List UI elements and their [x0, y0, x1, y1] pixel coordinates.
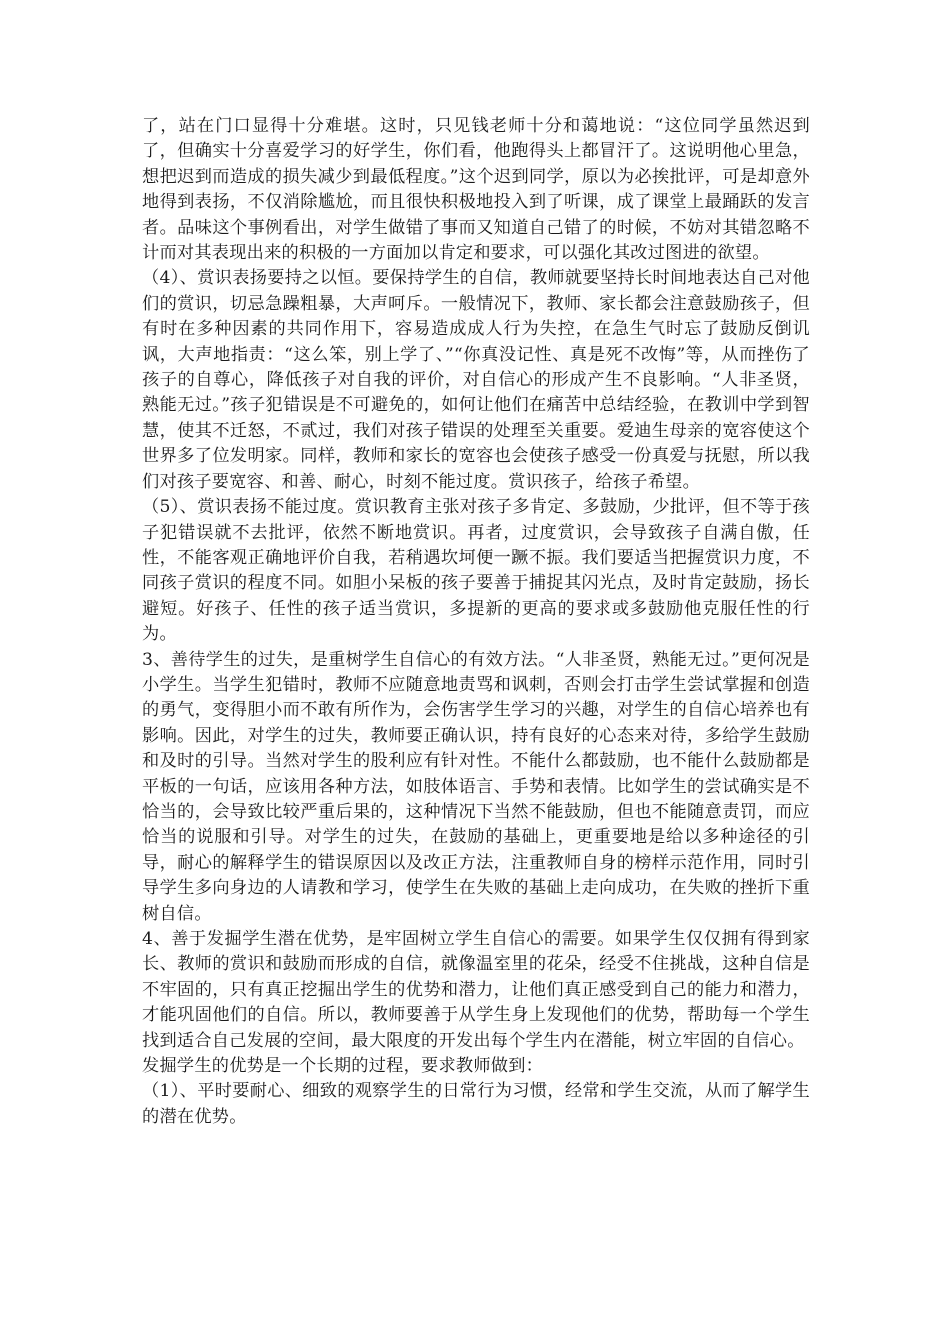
paragraph-long-process: 发掘学生的优势是一个长期的过程，要求教师做到：	[142, 1056, 544, 1077]
paragraph-observe-students: （1）、平时要耐心、细致的观察学生的日常行为习惯，经常和学生交流，从而了解学生的潜在优势。	[142, 1081, 810, 1127]
paragraph-discover-potential: 4、善于发掘学生潜在优势，是牢固树立学生自信心的需要。如果学生仅仅拥有得到家长、教师的赏识和鼓励而形成的自信，就像温室里的花朵，经受不住挑战，这种自信是不牢固的，只有真正挖掘出学生的优势和潜力，让他们真正感受到自己的能力和潜力，才能巩固他们的自信。所以，教师要善于从学生身上发现他们的优势，帮助每一个学生找到适合自己发展的空间，最大限度的开发出每个学生内在潜能，树立牢固的自信心。	[142, 929, 810, 1051]
paragraph-continued-story: 了，站在门口显得十分难堪。这时，只见钱老师十分和蔼地说：“这位同学虽然迟到了，但确实十分喜爱学习的好学生，你们看，他跑得头上都冒汗了。这说明他心里急，想把迟到而造成的损失减少到最低程度。”这个迟到同学，原以为必挨批评，可是却意外地得到表扬，不仅消除尴尬，而且很快积极地投入到了听课，成了课堂上最踊跃的发言者。品味这个事例看出，对学生做错了事而又知道自己错了的时候，不妨对其错忽略不计而对其表现出来的积极的一方面加以肯定和要求，可以强化其改过图进的欲望。	[142, 116, 810, 264]
paragraph-praise-persistence: （4）、赏识表扬要持之以恒。要保持学生的自信，教师就要坚持长时间地表达自己对他们的赏识，切忌急躁粗暴，大声呵斥。一般情况下，教师、家长都会注意鼓励孩子，但有时在多种因素的共同作用下，容易造成成人行为失控，在急生气时忘了鼓励反倒讥讽，大声地指责：“这么笨，别上学了、”“你真没记性、真是死不改悔”等，从而挫伤了孩子的自尊心，降低孩子对自我的评价，对自信心的形成产生不良影响。“人非圣贤，熟能无过。”孩子犯错误是不可避免的，如何让他们在痛苦中总结经验，在教训中学到智慧，使其不迁怒，不贰过，我们对孩子错误的处理至关重要。爱迪生母亲的宽容使这个世界多了位发明家。同样，教师和家长的宽容也会使孩子感受一份真爱与抚慰，所以我们对孩子要宽容、和善、耐心，时刻不能过度。赏识孩子，给孩子希望。	[142, 268, 810, 492]
document-body	[142, 114, 810, 1130]
paragraph-praise-not-excessive: （5）、赏识表扬不能过度。赏识教育主张对孩子多肯定、多鼓励，少批评，但不等于孩子犯错误就不去批评，依然不断地赏识。再者，过度赏识，会导致孩子自满自傲，任性，不能客观正确地评价自我，若稍遇坎坷便一蹶不振。我们要适当把握赏识力度，不同孩子赏识的程度不同。如胆小呆板的孩子要善于捕捉其闪光点，及时肯定鼓励，扬长避短。好孩子、任性的孩子适当赏识，多提新的更高的要求或多鼓励他克服任性的行为。	[142, 497, 810, 645]
paragraph-treat-mistakes: 3、善待学生的过失，是重树学生自信心的有效方法。“人非圣贤，熟能无过。”更何况是小学生。当学生犯错时，教师不应随意地责骂和讽刺，否则会打击学生尝试掌握和创造的勇气，变得胆小而不敢有所作为，会伤害学生学习的兴趣，对学生的自信心培养也有影响。因此，对学生的过失，教师要正确认识，持有良好的心态来对待，多给学生鼓励和及时的引导。当然对学生的股利应有针对性。不能什么都鼓励，也不能什么鼓励都是平板的一句话，应该用各种方法，如肢体语言、手势和表情。比如学生的尝试确实是不恰当的，会导致比较严重后果的，这种情况下当然不能鼓励，但也不能随意责罚，而应恰当的说服和引导。对学生的过失，在鼓励的基础上，更重要地是给以多种途径的引导，耐心的解释学生的错误原因以及改正方法，注重教师自身的榜样示范作用，同时引导学生多向身边的人请教和学习，使学生在失败的基础上走向成功，在失败的挫折下重树自信。	[142, 649, 810, 924]
